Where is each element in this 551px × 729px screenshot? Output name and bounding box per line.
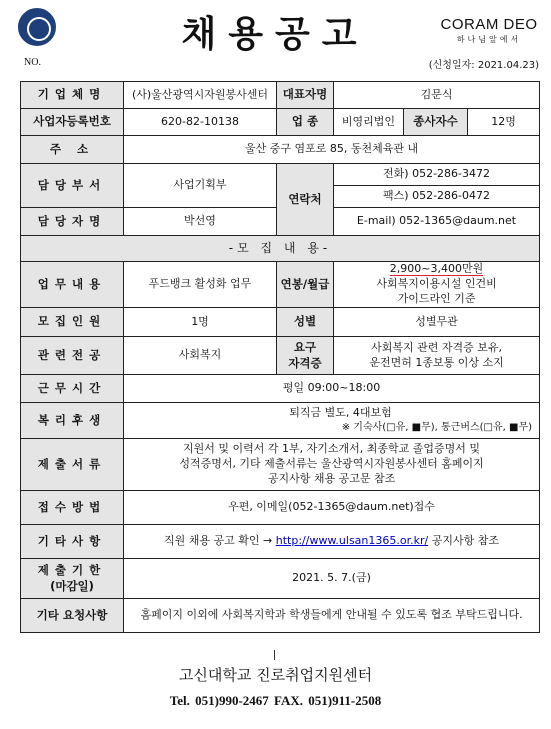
hours-label: 근무시간 [21,375,124,403]
gender-value: 성별무관 [334,308,540,337]
salary-label: 연봉/월급 [277,262,334,308]
brand-main-text: CORAM DEO [440,16,538,33]
registration-label: 사업자등록번호 [21,109,124,136]
email-address: E-mail) 052-1365@daum.net [334,208,540,236]
etc-suffix: 공지사항 참조 [431,534,499,548]
registration-value: 620-82-10138 [124,109,277,136]
application-date: (신청일자: 2021.04.23) [428,60,539,71]
major-label: 관련전공 [21,337,124,375]
job-label: 업무내용 [21,262,124,308]
deadline-label-line1: 제출기한 [37,562,107,577]
phone-number: 전화) 052-286-3472 [334,164,540,186]
company-value: (사)울산광역시자원봉사센터 [124,82,277,109]
ceo-value: 김문식 [334,82,540,109]
documents-line3: 공지사항 채용 공고문 참조 [267,471,396,485]
etc-label: 기타사항 [21,525,124,559]
page-title: 채용공고 [181,14,369,55]
number-label: NO. [24,57,41,68]
manager-value: 박선영 [124,208,277,236]
documents-value [124,439,540,491]
documents-line2: 성적증명서, 기타 제출서류는 울산광역시자원봉사센터 홈페이지 [179,457,484,471]
salary-range: 2,900~3,400만원 [389,262,484,276]
major-value: 사회복지 [124,337,277,375]
divider-tick [274,650,275,660]
job-value: 푸드뱅크 활성화 업무 [124,262,277,308]
employees-value: 12명 [468,109,540,136]
requirements-line2: 운전면허 1종보통 이상 소지 [369,355,504,369]
welfare-line2: ※ 기숙사(□유, ■무), 통근버스(□유, ■무) [341,422,533,434]
footer-contact: Tel. 051)990-2467 FAX. 051)911-2508 [169,693,382,708]
industry-label: 업 종 [277,109,334,136]
department-value: 사업기획부 [124,164,277,208]
headcount-value: 1명 [124,308,277,337]
deadline-label [21,559,124,599]
salary-value [334,262,540,308]
deadline-label-line2: (마감일) [50,578,94,593]
company-label: 기업체명 [21,82,124,109]
address-label: 주 소 [21,136,124,164]
requirements-value [334,337,540,375]
deadline-value: 2021. 5. 7.(금) [124,559,540,599]
headcount-label: 모집인원 [21,308,124,337]
brand-sub-text: 하나님앞에서 [456,35,522,44]
salary-guideline: 가이드라인 기준 [397,291,476,305]
university-seal-icon [18,8,56,46]
documents-label: 제출서류 [21,439,124,491]
etc-value [124,525,540,559]
industry-value: 비영리법인 [334,109,404,136]
requirements-line1: 사회복지 관련 자격증 보유, [371,340,502,354]
footer-organization: 고신대학교 진로취업지원센터 [178,666,373,684]
employees-label: 종사자수 [404,109,468,136]
brand-logo [434,16,544,45]
address-value: 울산 중구 염포로 85, 동천체육관 내 [124,136,540,164]
fax-number: 팩스) 052-286-0472 [334,186,540,208]
requirements-label-line2: 자격증 [288,355,322,370]
contact-label: 연락처 [277,164,334,236]
welfare-line1: 퇴직금 별도, 4대보험 [289,406,392,420]
manager-label: 담당자명 [21,208,124,236]
job-posting-table [20,81,540,633]
request-label: 기타 요청사항 [21,599,124,633]
method-value: 우편, 이메일(052-1365@daum.net)접수 [124,491,540,525]
salary-basis: 사회복지이용시설 인건비 [376,277,497,291]
hours-value: 평일 09:00~18:00 [124,375,540,403]
documents-line1: 지원서 및 이력서 각 1부, 자기소개서, 최종학교 졸업증명서 및 [183,442,481,456]
ceo-label: 대표자명 [277,82,334,109]
gender-label: 성별 [277,308,334,337]
department-label: 담당부서 [21,164,124,208]
etc-prefix: 직원 채용 공고 확인 → [164,534,273,548]
website-link[interactable]: http://www.ulsan1365.or.kr/ [275,534,429,548]
welfare-value [124,403,540,439]
requirements-label-line1: 요구 [293,339,317,354]
requirements-label [277,337,334,375]
section-title: -모 집 내 용- [21,236,540,262]
method-label: 접수방법 [21,491,124,525]
request-value: 홈페이지 이외에 사회복지학과 학생들에게 안내될 수 있도록 협조 부탁드립니다. [124,599,540,633]
welfare-label: 복리후생 [21,403,124,439]
